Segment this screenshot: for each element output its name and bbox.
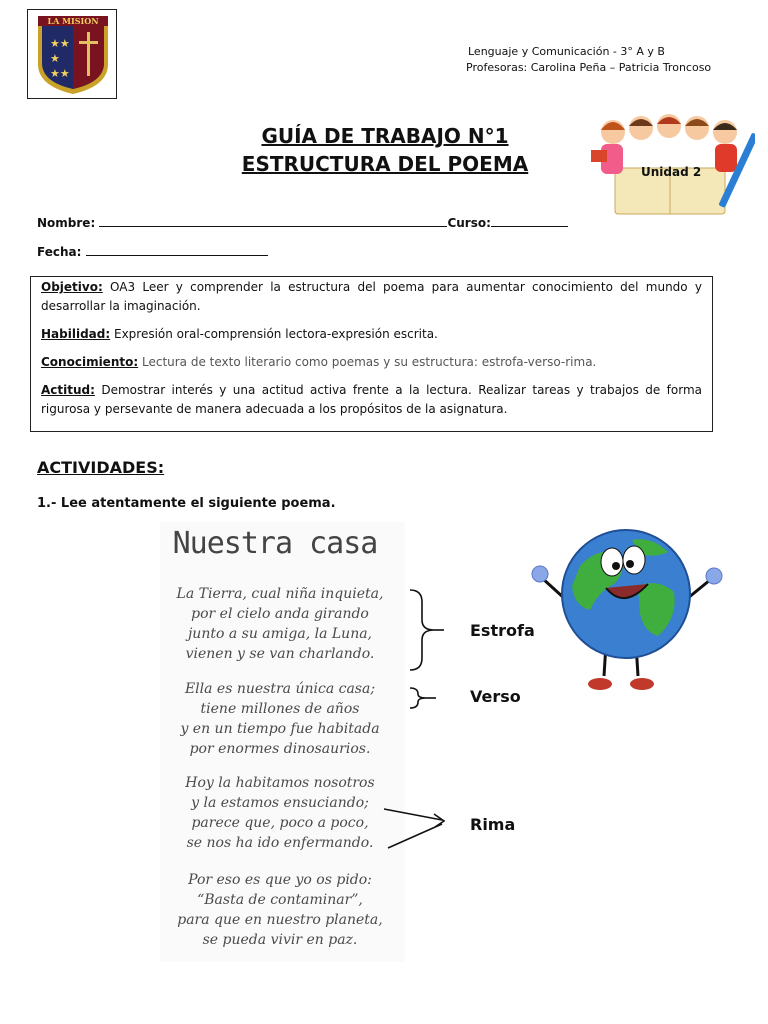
verse: y en un tiempo fue habitada [180, 721, 380, 737]
verse: “Basta de contaminar”, [197, 892, 363, 908]
title-line-1: GUÍA DE TRABAJO N°1 [261, 124, 509, 148]
teachers-line: Profesoras: Carolina Peña – Patricia Troncoso [466, 61, 712, 74]
date-label: Fecha: [37, 245, 82, 259]
course-label: Curso: [447, 216, 491, 230]
skill-label: Habilidad: [41, 327, 111, 341]
verse: vienen y se van charlando. [185, 646, 375, 662]
poem-title: Nuestra casa [172, 526, 378, 561]
verse-label: Verso [470, 687, 521, 706]
rhyme-arrow-2 [388, 824, 442, 848]
verse: La Tierra, cual niña inquieta, [176, 586, 384, 602]
verse: se pueda vivir en paz. [202, 932, 358, 948]
stanza-brace [410, 590, 434, 670]
stanza-3 [160, 773, 400, 853]
verse: por el cielo anda girando [191, 606, 369, 622]
name-label: Nombre: [37, 216, 96, 230]
school-logo [27, 9, 117, 99]
date-field[interactable] [86, 243, 268, 256]
date-row [37, 243, 268, 259]
activity-instruction: 1.- Lee atentamente el siguiente poema. [37, 496, 336, 511]
knowledge-paragraph [41, 353, 702, 372]
skill-text: Expresión oral-comprensión lectora-expresión escrita. [113, 327, 438, 341]
objective-label: Objetivo: [41, 280, 103, 294]
svg-text:★★: ★★ [50, 67, 70, 80]
stanza-4 [160, 870, 400, 950]
activities-heading: ACTIVIDADES: [37, 458, 165, 477]
subject-line: Lenguaje y Comunicación - 3° A y B [468, 45, 665, 58]
verse: parece que, poco a poco, [191, 815, 369, 831]
objectives-box [30, 276, 713, 432]
verse: tiene millones de años [200, 701, 360, 717]
stanza-label: Estrofa [470, 621, 535, 640]
verse: se nos ha ido enfermando. [186, 835, 374, 851]
earth-character-illustration [528, 526, 733, 702]
verse: Hoy la habitamos nosotros [185, 775, 375, 791]
skill-paragraph [41, 325, 702, 344]
stanza-2 [160, 679, 400, 759]
title-line-2: ESTRUCTURA DEL POEMA [241, 152, 529, 176]
svg-text:★: ★ [50, 52, 60, 65]
attitude-label: Actitud: [41, 383, 95, 397]
knowledge-label: Conocimiento: [41, 355, 139, 369]
svg-text:LA MISION: LA MISION [47, 16, 99, 26]
course-field[interactable] [491, 214, 568, 227]
verse: junto a su amiga, la Luna, [187, 626, 373, 642]
name-row [37, 214, 568, 230]
svg-text:★★: ★★ [50, 37, 70, 50]
stanza-1 [160, 584, 400, 664]
verse: por enormes dinosaurios. [189, 741, 371, 757]
rhyme-label: Rima [470, 815, 516, 834]
verse: Ella es nuestra única casa; [184, 681, 376, 697]
objective-text: OA3 Leer y comprender la estructura del poema para aumentar conocimiento del mundo y desarrollar la imaginación. [41, 280, 702, 313]
verse: y la estamos ensuciando; [191, 795, 369, 811]
verse: para que en nuestro planeta, [177, 912, 383, 928]
shield-icon [36, 14, 110, 96]
unit-label: Unidad 2 [641, 165, 702, 179]
objective-paragraph [41, 278, 702, 316]
knowledge-text: Lectura de texto literario como poemas y su estructura: estrofa-verso-rima. [141, 355, 597, 369]
annotation-marks [380, 580, 470, 860]
rhyme-arrow-1 [384, 809, 442, 820]
verse-brace [410, 688, 426, 708]
verse: Por eso es que yo os pido: [188, 872, 372, 888]
attitude-paragraph [41, 381, 702, 419]
attitude-text: Demostrar interés y una actitud activa frente a la lectura. Realizar tareas y trabajos de forma rigurosa y persevante de manera adecuada a los propósitos de la asignatura. [41, 383, 702, 416]
name-field[interactable] [99, 214, 447, 227]
page-title [230, 122, 540, 178]
